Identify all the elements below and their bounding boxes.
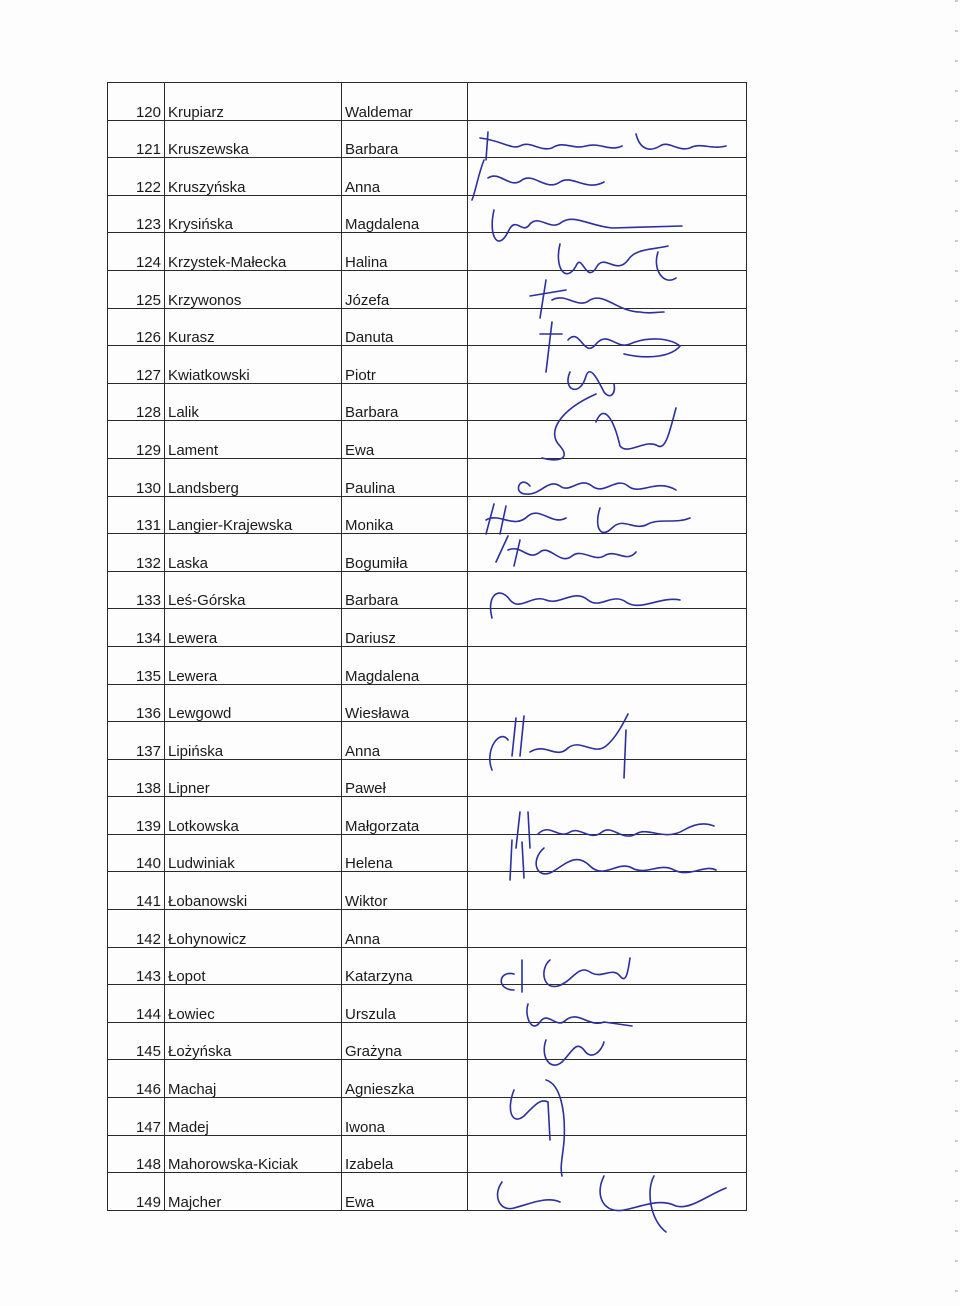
table-row	[108, 684, 747, 722]
surname-cell: Łopot	[165, 947, 342, 985]
first-name-cell: Paulina	[342, 458, 468, 496]
table-row	[108, 722, 747, 760]
scan-edge-marks	[955, 0, 958, 1306]
row-number: 122	[108, 158, 165, 196]
row-number: 138	[108, 759, 165, 797]
surname-cell: Krzywonos	[165, 270, 342, 308]
signature-cell	[468, 496, 747, 534]
row-number: 131	[108, 496, 165, 534]
first-name-cell: Agnieszka	[342, 1060, 468, 1098]
signature-cell	[468, 421, 747, 459]
surname-cell: Krzystek-Małecka	[165, 233, 342, 271]
table-row	[108, 496, 747, 534]
surname-cell: Łobanowski	[165, 872, 342, 910]
table-row	[108, 872, 747, 910]
first-name-cell: Wiesława	[342, 684, 468, 722]
first-name-cell: Halina	[342, 233, 468, 271]
row-number: 135	[108, 646, 165, 684]
table-row	[108, 195, 747, 233]
surname-cell: Kruszyńska	[165, 158, 342, 196]
table-row	[108, 233, 747, 271]
surname-cell: Lament	[165, 421, 342, 459]
table-row	[108, 120, 747, 158]
first-name-cell: Magdalena	[342, 195, 468, 233]
row-number: 143	[108, 947, 165, 985]
first-name-cell: Barbara	[342, 383, 468, 421]
signature-cell	[468, 609, 747, 647]
row-number: 127	[108, 346, 165, 384]
signature-cell	[468, 270, 747, 308]
signature-cell	[468, 571, 747, 609]
signature-cell	[468, 458, 747, 496]
surname-cell: Łohynowicz	[165, 910, 342, 948]
first-name-cell: Ewa	[342, 1173, 468, 1211]
surname-cell: Kurasz	[165, 308, 342, 346]
signature-cell	[468, 1135, 747, 1173]
attendance-table	[107, 82, 747, 1211]
surname-cell: Lipner	[165, 759, 342, 797]
table-row	[108, 1098, 747, 1136]
first-name-cell: Piotr	[342, 346, 468, 384]
row-number: 121	[108, 120, 165, 158]
first-name-cell: Paweł	[342, 759, 468, 797]
signature-cell	[468, 120, 747, 158]
table-row	[108, 947, 747, 985]
surname-cell: Lewera	[165, 646, 342, 684]
table-row	[108, 270, 747, 308]
signature-cell	[468, 910, 747, 948]
first-name-cell: Waldemar	[342, 83, 468, 121]
row-number: 123	[108, 195, 165, 233]
row-number: 139	[108, 797, 165, 835]
signature-cell	[468, 872, 747, 910]
row-number: 141	[108, 872, 165, 910]
table-row	[108, 1060, 747, 1098]
signature-cell	[468, 646, 747, 684]
row-number: 134	[108, 609, 165, 647]
first-name-cell: Iwona	[342, 1098, 468, 1136]
row-number: 124	[108, 233, 165, 271]
row-number: 145	[108, 1022, 165, 1060]
signature-cell	[468, 195, 747, 233]
table-row	[108, 383, 747, 421]
first-name-cell: Anna	[342, 158, 468, 196]
row-number: 147	[108, 1098, 165, 1136]
surname-cell: Lotkowska	[165, 797, 342, 835]
row-number: 129	[108, 421, 165, 459]
row-number: 126	[108, 308, 165, 346]
surname-cell: Landsberg	[165, 458, 342, 496]
signature-cell	[468, 308, 747, 346]
surname-cell: Lewera	[165, 609, 342, 647]
first-name-cell: Dariusz	[342, 609, 468, 647]
surname-cell: Krysińska	[165, 195, 342, 233]
table-row	[108, 910, 747, 948]
signature-cell	[468, 985, 747, 1023]
surname-cell: Łowiec	[165, 985, 342, 1023]
table-row	[108, 158, 747, 196]
row-number: 125	[108, 270, 165, 308]
surname-cell: Ludwiniak	[165, 834, 342, 872]
signature-cell	[468, 158, 747, 196]
surname-cell: Lalik	[165, 383, 342, 421]
signature-cell	[468, 722, 747, 760]
signature-cell	[468, 233, 747, 271]
signature-cell	[468, 1098, 747, 1136]
surname-cell: Łożyńska	[165, 1022, 342, 1060]
surname-cell: Langier-Krajewska	[165, 496, 342, 534]
row-number: 137	[108, 722, 165, 760]
surname-cell: Laska	[165, 534, 342, 572]
table-row	[108, 421, 747, 459]
signature-cell	[468, 1173, 747, 1211]
first-name-cell: Małgorzata	[342, 797, 468, 835]
first-name-cell: Józefa	[342, 270, 468, 308]
surname-cell: Kwiatkowski	[165, 346, 342, 384]
row-number: 146	[108, 1060, 165, 1098]
table-row	[108, 534, 747, 572]
first-name-cell: Magdalena	[342, 646, 468, 684]
first-name-cell: Wiktor	[342, 872, 468, 910]
surname-cell: Madej	[165, 1098, 342, 1136]
surname-cell: Lipińska	[165, 722, 342, 760]
surname-cell: Mahorowska-Kiciak	[165, 1135, 342, 1173]
first-name-cell: Katarzyna	[342, 947, 468, 985]
table-row	[108, 458, 747, 496]
table-row	[108, 1173, 747, 1211]
surname-cell: Krupiarz	[165, 83, 342, 121]
surname-cell: Kruszewska	[165, 120, 342, 158]
table-row	[108, 346, 747, 384]
signature-cell	[468, 834, 747, 872]
first-name-cell: Helena	[342, 834, 468, 872]
table-row	[108, 797, 747, 835]
row-number: 142	[108, 910, 165, 948]
signature-cell	[468, 759, 747, 797]
signature-cell	[468, 797, 747, 835]
table-row	[108, 609, 747, 647]
row-number: 148	[108, 1135, 165, 1173]
row-number: 128	[108, 383, 165, 421]
table-row	[108, 308, 747, 346]
signature-cell	[468, 1022, 747, 1060]
signature-cell	[468, 534, 747, 572]
signature-cell	[468, 947, 747, 985]
signature-cell	[468, 684, 747, 722]
signature-cell	[468, 383, 747, 421]
table-row	[108, 759, 747, 797]
row-number: 140	[108, 834, 165, 872]
first-name-cell: Bogumiła	[342, 534, 468, 572]
row-number: 136	[108, 684, 165, 722]
surname-cell: Lewgowd	[165, 684, 342, 722]
attendance-table-body	[108, 83, 747, 1211]
signature-cell	[468, 346, 747, 384]
surname-cell: Majcher	[165, 1173, 342, 1211]
row-number: 120	[108, 83, 165, 121]
first-name-cell: Izabela	[342, 1135, 468, 1173]
row-number: 149	[108, 1173, 165, 1211]
first-name-cell: Danuta	[342, 308, 468, 346]
table-row	[108, 83, 747, 121]
first-name-cell: Urszula	[342, 985, 468, 1023]
first-name-cell: Grażyna	[342, 1022, 468, 1060]
signature-cell	[468, 1060, 747, 1098]
table-row	[108, 646, 747, 684]
first-name-cell: Barbara	[342, 120, 468, 158]
surname-cell: Leś-Górska	[165, 571, 342, 609]
table-row	[108, 834, 747, 872]
table-row	[108, 1022, 747, 1060]
first-name-cell: Anna	[342, 910, 468, 948]
surname-cell: Machaj	[165, 1060, 342, 1098]
first-name-cell: Ewa	[342, 421, 468, 459]
row-number: 133	[108, 571, 165, 609]
table-row	[108, 1135, 747, 1173]
first-name-cell: Monika	[342, 496, 468, 534]
signature-cell	[468, 83, 747, 121]
first-name-cell: Barbara	[342, 571, 468, 609]
row-number: 144	[108, 985, 165, 1023]
row-number: 132	[108, 534, 165, 572]
table-row	[108, 985, 747, 1023]
table-row	[108, 571, 747, 609]
first-name-cell: Anna	[342, 722, 468, 760]
row-number: 130	[108, 458, 165, 496]
